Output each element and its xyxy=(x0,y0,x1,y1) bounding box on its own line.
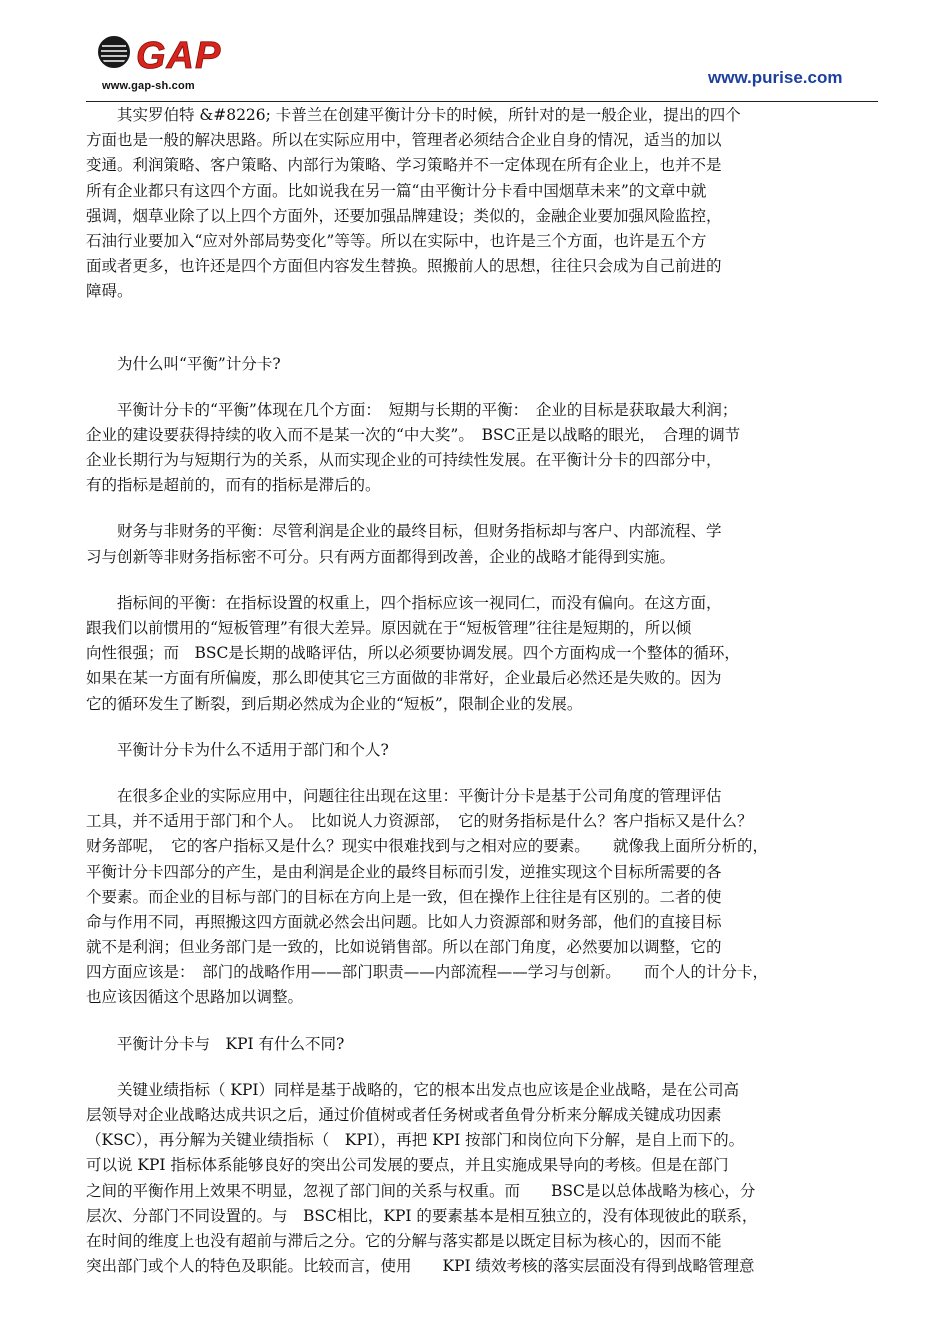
text-line: 它的循环发生了断裂，到后期必然成为企业的“短板”，限制企业的发展。 xyxy=(86,694,583,713)
text-line: 工具，并不适用于部门和个人。 比如说人力资源部， 它的财务指标是什么？客户指标又是什么？ xyxy=(86,812,753,831)
text-line: 向性很强；而 BSC是长期的战略评估，所以必须要协调发展。四个方面构成一个整体的循环， xyxy=(86,644,740,663)
text-line: 财务部呢， 它的客户指标又是什么？现实中很难找到与之相对应的要素。 就像我上面所分析的， xyxy=(86,837,769,856)
text-line: 变通。利润策略、客户策略、内部行为策略、学习策略并不一定体现在所有企业上，也并不是 xyxy=(86,156,722,175)
heading-kpi xyxy=(86,1032,876,1057)
heading-departments xyxy=(86,738,876,763)
heading-why-balanced xyxy=(86,352,876,377)
logo-wordmark: GAP xyxy=(136,35,222,77)
text-line: 关键业绩指标（ KPI）同样是基于战略的，它的根本出发点也应该是企业战略，是在公司高 xyxy=(86,1080,740,1099)
article-body xyxy=(86,103,876,1279)
paragraph-customization xyxy=(86,103,876,305)
text-line: 企业长期行为与短期行为的关系，从而实现企业的可持续性发展。在平衡计分卡的四部分中， xyxy=(86,451,722,470)
section-heading: 为什么叫“平衡”计分卡? xyxy=(86,354,281,373)
text-line: 层次、分部门不同设置的。与 BSC相比，KPI 的要素基本是相互独立的，没有体现彼此的联系， xyxy=(86,1206,758,1225)
text-line: 跟我们以前惯用的“短板管理”有很大差异。原因就在于“短板管理”往往是短期的，所以倾 xyxy=(86,619,692,637)
paragraph-departments xyxy=(86,784,876,1011)
text-line: 方面也是一般的解决思路。所以在实际应用中，管理者必须结合企业自身的情况，适当的加以 xyxy=(86,131,722,150)
text-line: 四方面应该是： 部门的战略作用——部门职责——内部流程——学习与创新。 而个人的计分卡， xyxy=(86,963,769,982)
paragraph-indicator-balance xyxy=(86,591,876,717)
logo-url[interactable]: www.gap-sh.com xyxy=(102,80,195,92)
text-line: 在很多企业的实际应用中，问题往往出现在这里：平衡计分卡是基于公司角度的管理评估 xyxy=(86,786,722,805)
text-line: 之间的平衡作用上效果不明显，忽视了部门间的关系与权重。而 BSC是以总体战略为核心，分 xyxy=(86,1181,756,1200)
paragraph-short-long-balance xyxy=(86,398,876,499)
text-line: 平衡计分卡四部分的产生，是由利润是企业的最终目标而引发，逆推实现这个目标所需要的各 xyxy=(86,862,722,881)
text-line: 有的指标是超前的，而有的指标是滞后的。 xyxy=(86,476,381,495)
text-line: 其实罗伯特 &#8226; 卡普兰在创建平衡计分卡的时候，所针对的是一般企业，提出的四个 xyxy=(86,106,741,124)
page-header xyxy=(0,0,950,105)
site-url-link[interactable]: www.purise.com xyxy=(708,68,843,87)
text-line: 强调，烟草业除了以上四个方面外，还要加强品牌建设；类似的，金融企业要加强风险监控， xyxy=(86,206,722,225)
gap-logo xyxy=(96,30,256,96)
text-line: 障碍。 xyxy=(86,282,133,301)
text-line: 习与创新等非财务指标密不可分。只有两方面都得到改善，企业的战略才能得到实施。 xyxy=(86,547,676,566)
text-line: 个要素。而企业的目标与部门的目标在方向上是一致，但在操作上往往是有区别的。二者的使 xyxy=(86,887,722,906)
paragraph-financial-balance xyxy=(86,519,876,569)
text-line: 指标间的平衡：在指标设置的权重上，四个指标应该一视同仁，而没有偏向。在这方面， xyxy=(86,593,722,612)
text-line: 石油行业要加入“应对外部局势变化”等等。所以在实际中，也许是三个方面，也许是五个方 xyxy=(86,231,707,250)
section-heading: 平衡计分卡为什么不适用于部门和个人? xyxy=(86,740,389,759)
text-line: 平衡计分卡的“平衡”体现在几个方面： 短期与长期的平衡： 企业的目标是获取最大利润； xyxy=(86,400,738,419)
text-line: 面或者更多，也许还是四个方面但内容发生替换。照搬前人的思想，往往只会成为自己前进的 xyxy=(86,257,722,276)
text-line: 财务与非财务的平衡：尽管利润是企业的最终目标，但财务指标却与客户、内部流程、学 xyxy=(86,522,722,541)
text-line: （KSC），再分解为关键业绩指标（ KPI），再把 KPI 按部门和岗位向下分解，是自上而下的。 xyxy=(86,1131,745,1150)
text-line: 命与作用不同，再照搬这四方面就必然会出问题。比如人力资源部和财务部，他们的直接目标 xyxy=(86,912,722,931)
header-divider xyxy=(86,101,878,102)
text-line: 就不是利润；但业务部门是一致的，比如说销售部。所以在部门角度，必然要加以调整，它的 xyxy=(86,938,722,957)
text-line: 突出部门或个人的特色及职能。比较而言，使用 KPI 绩效考核的落实层面没有得到战略管理意 xyxy=(86,1257,755,1276)
text-line: 在时间的维度上也没有超前与滞后之分。它的分解与落实都是以既定目标为核心的，因而不能 xyxy=(86,1231,722,1250)
section-heading: 平衡计分卡与 KPI 有什么不同? xyxy=(86,1034,345,1053)
paragraph-kpi xyxy=(86,1078,876,1280)
text-line: 如果在某一方面有所偏废，那么即使其它三方面做的非常好，企业最后必然还是失败的。因为 xyxy=(86,669,722,688)
text-line: 所有企业都只有这四个方面。比如说我在另一篇“由平衡计分卡看中国烟草未来”的文章中就 xyxy=(86,181,707,200)
text-line: 可以说 KPI 指标体系能够良好的突出公司发展的要点，并且实施成果导向的考核。但是在部门 xyxy=(86,1156,729,1175)
text-line: 层领导对企业战略达成共识之后，通过价值树或者任务树或者鱼骨分析来分解成关键成功因素 xyxy=(86,1106,722,1124)
text-line: 企业的建设要获得持续的收入而不是某一次的“中大奖”。 BSC正是以战略的眼光， 合理的调节 xyxy=(86,425,741,444)
text-line: 也应该因循这个思路加以调整。 xyxy=(86,988,304,1007)
gap-logo-mark xyxy=(96,30,256,78)
